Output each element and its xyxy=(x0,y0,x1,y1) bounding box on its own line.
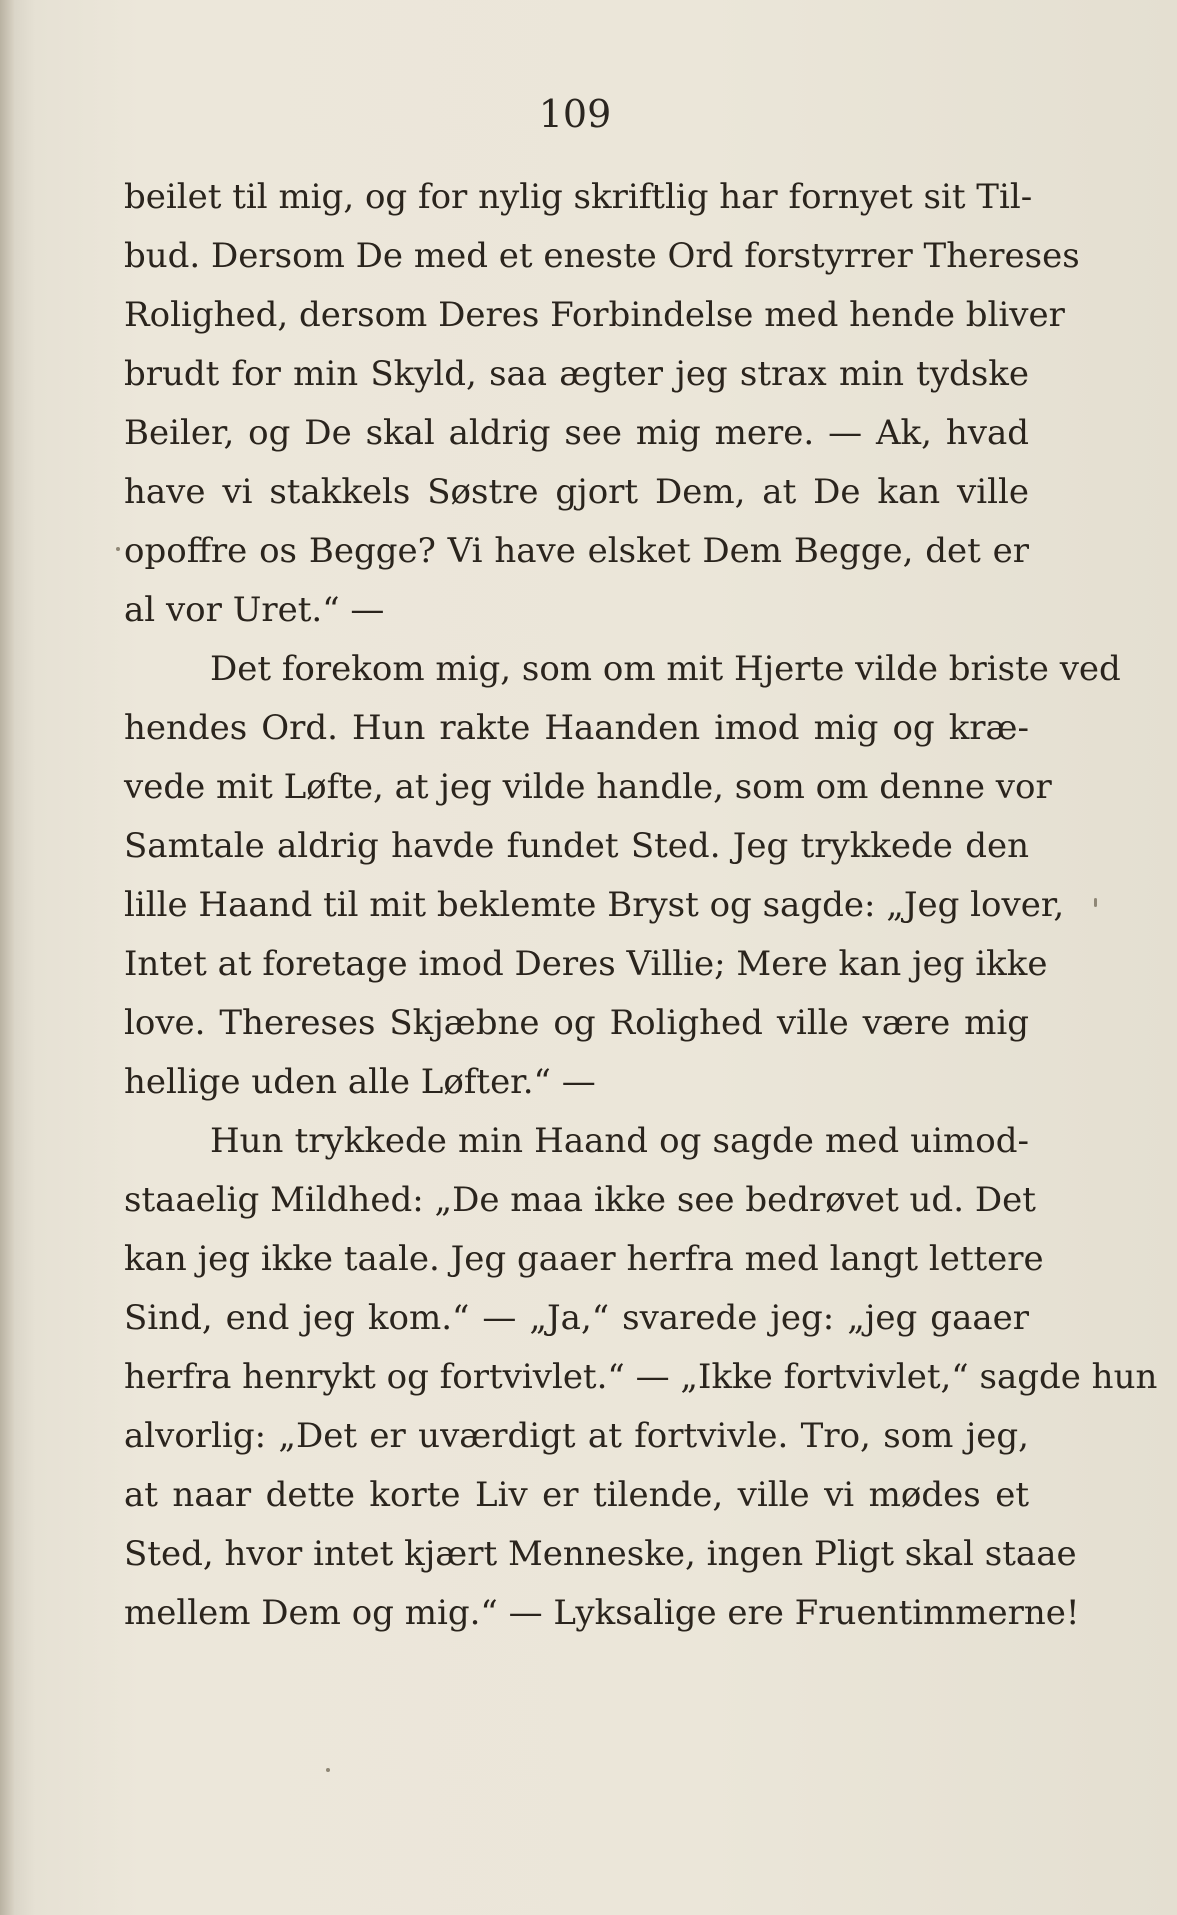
text-line: Beiler, og De skal aldrig see mig mere. — Ak, hvad xyxy=(124,413,1029,453)
text-line: Det forekom mig, som om mit Hjerte vilde briste ved xyxy=(210,649,1121,689)
text-line: hellige uden alle Løfter.“ — xyxy=(124,1062,596,1102)
paper-speck xyxy=(116,547,120,551)
text-line: alvorlig: „Det er uværdigt at fortvivle. Tro, som jeg, xyxy=(124,1416,1029,1456)
text-line: mellem Dem og mig.“ — Lyksalige ere Fruentimmerne! xyxy=(124,1593,1080,1633)
text-line: Samtale aldrig havde fundet Sted. Jeg trykkede den xyxy=(124,826,1029,866)
text-line: at naar dette korte Liv er tilende, ville vi mødes et xyxy=(124,1475,1029,1515)
page-number: 109 xyxy=(538,92,612,136)
text-line: herfra henrykt og fortvivlet.“ — „Ikke fortvivlet,“ sagde hun xyxy=(124,1357,1158,1397)
text-line: vede mit Løfte, at jeg vilde handle, som om denne vor xyxy=(124,767,1052,807)
text-line: lille Haand til mit beklemte Bryst og sagde: „Jeg lover, xyxy=(124,885,1065,925)
text-line: Sind, end jeg kom.“ — „Ja,“ svarede jeg: „jeg gaaer xyxy=(124,1298,1029,1338)
text-line: Rolighed, dersom Deres Forbindelse med hende bliver xyxy=(124,295,1065,335)
text-line: staaelig Mildhed: „De maa ikke see bedrøvet ud. Det xyxy=(124,1180,1036,1220)
page-gutter xyxy=(0,0,14,1915)
text-line: love. Thereses Skjæbne og Rolighed ville være mig xyxy=(124,1003,1029,1043)
text-line: kan jeg ikke taale. Jeg gaaer herfra med langt lettere xyxy=(124,1239,1044,1279)
text-line: brudt for min Skyld, saa ægter jeg strax min tydske xyxy=(124,354,1029,394)
paper-speck xyxy=(1094,898,1097,907)
text-line: Sted, hvor intet kjært Menneske, ingen Pligt skal staae xyxy=(124,1534,1077,1574)
text-line: al vor Uret.“ — xyxy=(124,590,385,630)
text-line: hendes Ord. Hun rakte Haanden imod mig og kræ- xyxy=(124,708,1029,748)
text-line: bud. Dersom De med et eneste Ord forstyrrer Thereses xyxy=(124,236,1080,276)
text-line: opoffre os Begge? Vi have elsket Dem Begge, det er xyxy=(124,531,1029,571)
text-line: Intet at foretage imod Deres Villie; Mere kan jeg ikke xyxy=(124,944,1048,984)
text-line: beilet til mig, og for nylig skriftlig har fornyet sit Til- xyxy=(124,177,1033,217)
text-line: have vi stakkels Søstre gjort Dem, at De kan ville xyxy=(124,472,1029,512)
text-line: Hun trykkede min Haand og sagde med uimod- xyxy=(210,1121,1029,1161)
body-text xyxy=(124,168,1158,1643)
paper-speck xyxy=(326,1768,330,1772)
